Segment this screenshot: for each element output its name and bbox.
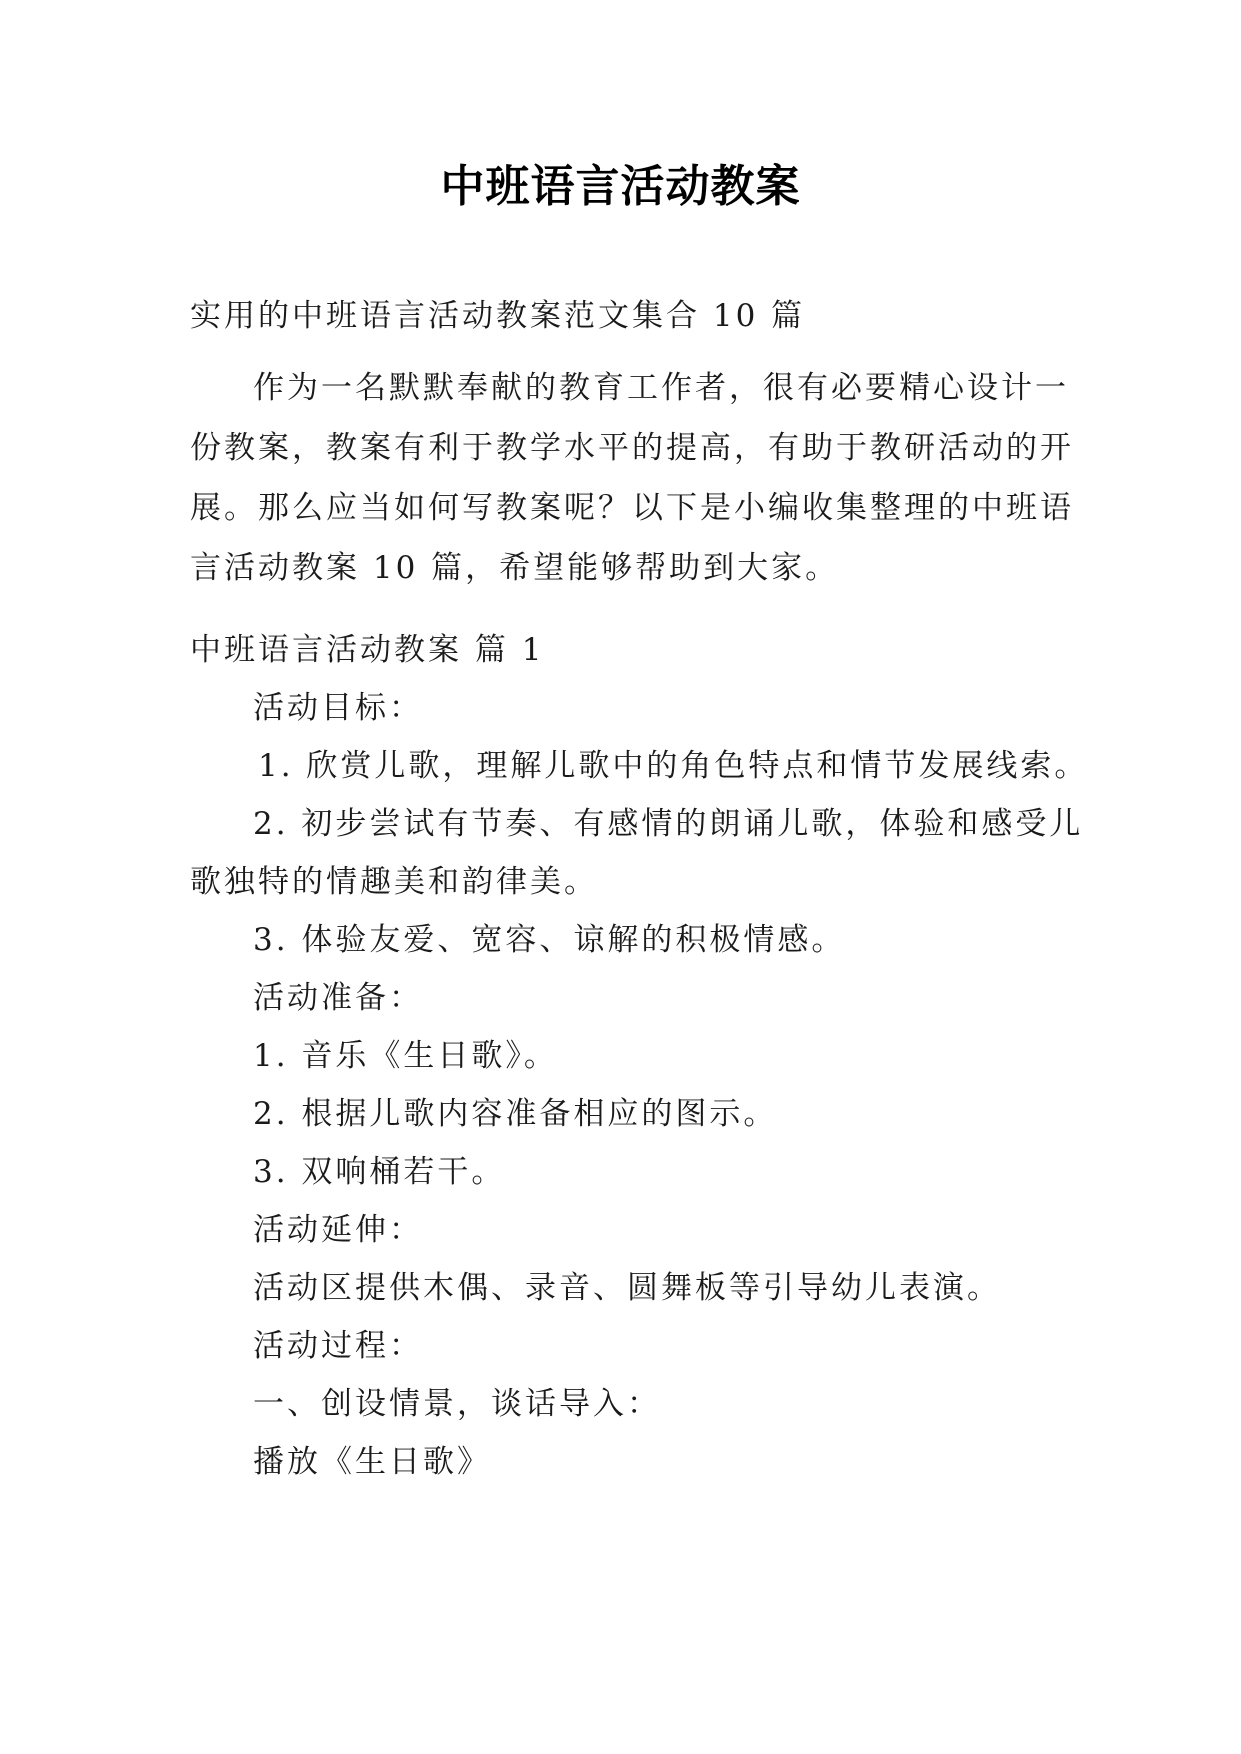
document-title: 中班语言活动教案 bbox=[440, 161, 801, 212]
body-line-goal-1: 1. 欣赏儿歌，理解儿歌中的角色特点和情节发展线索。 bbox=[258, 748, 1089, 784]
body-line-goal-3: 3. 体验友爱、宽容、谅解的积极情感。 bbox=[253, 922, 846, 958]
body-line-activity-process: 活动过程： bbox=[253, 1328, 423, 1364]
intro-line-2: 份教案，教案有利于教学水平的提高，有助于教研活动的开 bbox=[190, 430, 1074, 466]
body-line-prep-1: 1. 音乐《生日歌》。 bbox=[253, 1038, 558, 1074]
body-line-extension-text: 活动区提供木偶、录音、圆舞板等引导幼儿表演。 bbox=[253, 1270, 1001, 1306]
body-line-prep-3: 3. 双响桶若干。 bbox=[253, 1154, 506, 1190]
section-heading: 中班语言活动教案 篇 1 bbox=[190, 632, 545, 668]
body-line-activity-goals: 活动目标： bbox=[253, 690, 423, 726]
body-line-prep-2: 2. 根据儿歌内容准备相应的图示。 bbox=[253, 1096, 778, 1132]
body-line-process-step-1: 一、创设情景，谈话导入： bbox=[253, 1386, 661, 1422]
body-line-process-play-song: 播放《生日歌》 bbox=[253, 1444, 491, 1480]
body-line-activity-extension: 活动延伸： bbox=[253, 1212, 423, 1248]
intro-line-1: 作为一名默默奉献的教育工作者，很有必要精心设计一 bbox=[253, 370, 1069, 406]
body-line-goal-2-cont: 歌独特的情趣美和韵律美。 bbox=[190, 864, 598, 900]
document-subtitle: 实用的中班语言活动教案范文集合 10 篇 bbox=[190, 298, 806, 334]
body-line-activity-prep: 活动准备： bbox=[253, 980, 423, 1016]
intro-line-3: 展。那么应当如何写教案呢？以下是小编收集整理的中班语 bbox=[190, 490, 1074, 526]
body-line-goal-2: 2. 初步尝试有节奏、有感情的朗诵儿歌，体验和感受儿 bbox=[253, 806, 1084, 842]
intro-line-4: 言活动教案 10 篇，希望能够帮助到大家。 bbox=[190, 550, 840, 586]
